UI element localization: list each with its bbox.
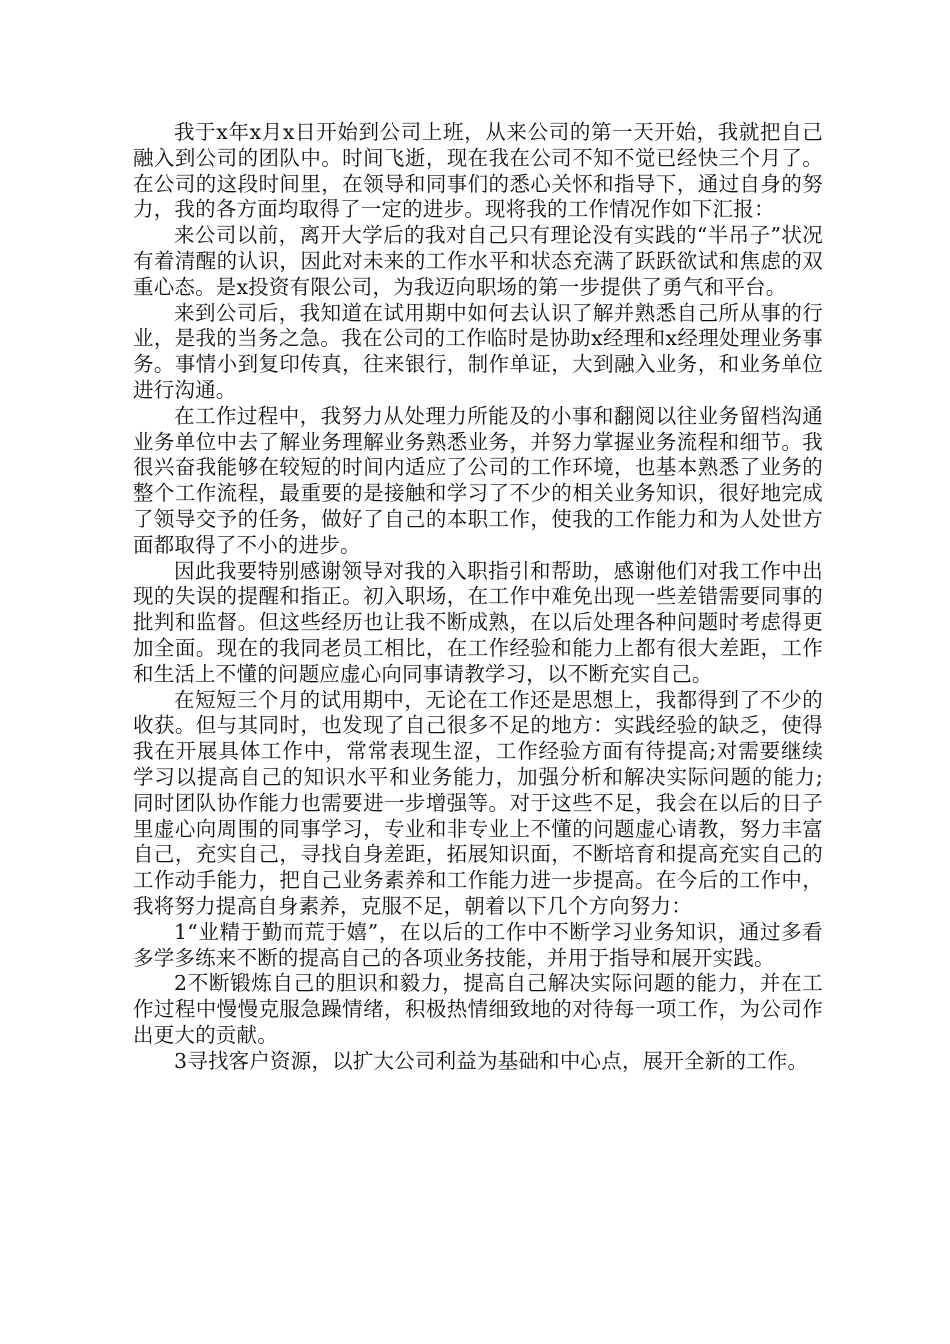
paragraph-before-joining: 来公司以前，离开大学后的我对自己只有理论没有实践的“半吊子”状况有着清醒的认识，因此对未来的工作水平和状态充满了跃跃欲试和焦虑的双重心态。是x投资有限公司，为我迈向职场的第一步提供了勇气和平台。 <box>133 223 823 299</box>
paragraph-goal-1: 1“业精于勤而荒于嬉”，在以后的工作中不断学习业务知识，通过多看多学多练来不断的提高自己的各项业务技能，并用于指导和展开实践。 <box>133 919 823 970</box>
paragraph-shortcomings: 在短短三个月的试用期中，无论在工作还是思想上，我都得到了不少的收获。但与其同时，也发现了自己很多不足的地方：实践经验的缺乏，使得我在开展具体工作中，常常表现生涩，工作经验方面有待提高;对需要继续学习以提高自己的知识水平和业务能力，加强分析和解决实际问题的能力;同时团队协作能力也需要进一步增强等。对于这些不足，我会在以后的日子里虚心向周围的同事学习，专业和非专业上不懂的问题虚心请教，努力丰富自己，充实自己，寻找自身差距，拓展知识面，不断培育和提高充实自己的工作动手能力，把自己业务素养和工作能力进一步提高。在今后的工作中，我将努力提高自身素养，克服不足，朝着以下几个方向努力： <box>133 687 823 918</box>
paragraph-goal-2: 2不断锻炼自己的胆识和毅力，提高自己解决实际问题的能力，并在工作过程中慢慢克服急躁情绪，积极热情细致地的对待每一项工作，为公司作出更大的贡献。 <box>133 971 823 1047</box>
paragraph-goal-3: 3寻找客户资源，以扩大公司利益为基础和中心点，展开全新的工作。 <box>174 1048 809 1073</box>
paragraph-work-process: 在工作过程中，我努力从处理力所能及的小事和翻阅以往业务留档沟通业务单位中去了解业务理解业务熟悉业务，并努力掌握业务流程和细节。我很兴奋我能够在较短的时间内适应了公司的工作环境，也基本熟悉了业务的整个工作流程，最重要的是接触和学习了不少的相关业务知识，很好地完成了领导交予的任务，做好了自己的本职工作，使我的工作能力和为人处世方面都取得了不小的进步。 <box>133 403 823 557</box>
paragraph-after-joining: 来到公司后，我知道在试用期中如何去认识了解并熟悉自己所从事的行业，是我的当务之急。我在公司的工作临时是协助x经理和x经理处理业务事务。事情小到复印传真，往来银行，制作单证，大到融入业务，和业务单位进行沟通。 <box>133 300 823 402</box>
paragraph-gratitude: 因此我要特别感谢领导对我的入职指引和帮助，感谢他们对我工作中出现的失误的提醒和指正。初入职场，在工作中难免出现一些差错需要同事的批判和监督。但这些经历也让我不断成熟，在以后处理各种问题时考虑得更加全面。现在的我同老员工相比，在工作经验和能力上都有很大差距，工作和生活上不懂的问题应虚心向同事请教学习，以不断充实自己。 <box>133 558 823 686</box>
document-body <box>133 120 823 1074</box>
paragraph-intro: 我于x年x月x日开始到公司上班，从来公司的第一天开始，我就把自己融入到公司的团队中。时间飞逝，现在我在公司不知不觉已经快三个月了。在公司的这段时间里，在领导和同事们的悉心关怀和指导下，通过自身的努力，我的各方面均取得了一定的进步。现将我的工作情况作如下汇报： <box>133 120 823 222</box>
